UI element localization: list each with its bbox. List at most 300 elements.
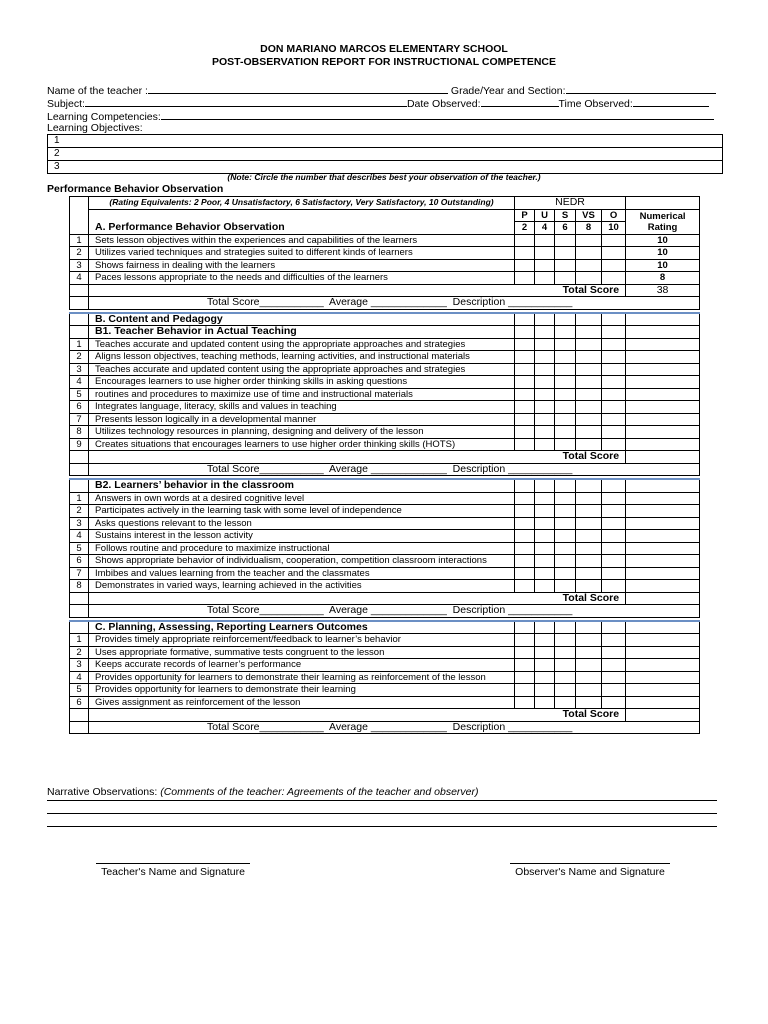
empty-cell: [555, 326, 576, 339]
item-number: 5: [70, 388, 89, 401]
numerical-rating: [626, 580, 700, 593]
rating-cell-u[interactable]: [535, 542, 555, 555]
item-number: 9: [70, 438, 89, 451]
total-score-field[interactable]: Total Score___________: [207, 296, 324, 309]
rating-cell-o[interactable]: [602, 580, 626, 593]
rating-cell-p[interactable]: [515, 247, 535, 260]
item-text: Encourages learners to use higher order thinking skills in asking questions: [89, 376, 515, 389]
rating-cell-p[interactable]: [515, 696, 535, 709]
rating-cell-o[interactable]: [602, 696, 626, 709]
empty-cell: [555, 313, 576, 326]
rating-cell-p[interactable]: [515, 338, 535, 351]
rating-cell-p[interactable]: [515, 259, 535, 272]
empty-cell: [626, 479, 700, 492]
item-number: 7: [70, 413, 89, 426]
rating-cell-s[interactable]: [555, 351, 576, 364]
item-text: Asks questions relevant to the lesson: [89, 517, 515, 530]
empty-cell: [602, 313, 626, 326]
rating-cell-u[interactable]: [535, 247, 555, 260]
rating-cell-vs[interactable]: [576, 530, 602, 543]
rating-cell-o[interactable]: [602, 555, 626, 568]
rating-cell-u[interactable]: [535, 684, 555, 697]
table-row: [70, 438, 700, 451]
subject-label: Subject:: [47, 98, 85, 110]
numerical-rating: [626, 634, 700, 647]
total-score-label: Total Score: [89, 592, 626, 605]
rating-cell-vs[interactable]: [576, 247, 602, 260]
rating-cell-s[interactable]: [555, 338, 576, 351]
rating-cell-o[interactable]: [602, 646, 626, 659]
rating-cell-u[interactable]: [535, 696, 555, 709]
rating-cell-vs[interactable]: [576, 659, 602, 672]
total-line: [89, 297, 700, 310]
empty-cell: [626, 621, 700, 634]
row-spacer: [70, 709, 89, 722]
rating-cell-s[interactable]: [555, 567, 576, 580]
total-score-row: [70, 451, 700, 464]
rating-cell-u[interactable]: [535, 413, 555, 426]
date-field[interactable]: [481, 96, 559, 107]
total-score-label: Total Score: [89, 284, 626, 297]
rating-cell-s[interactable]: [555, 580, 576, 593]
item-text: Uses appropriate formative, summative tests congruent to the lesson: [89, 646, 515, 659]
rating-cell-o[interactable]: [602, 363, 626, 376]
rating-cell-p[interactable]: [515, 517, 535, 530]
description-field[interactable]: Description ___________: [452, 721, 573, 733]
rating-cell-u[interactable]: [535, 401, 555, 414]
scale-letter-vs: VS: [576, 209, 602, 222]
time-label: Time Observed:: [558, 98, 633, 110]
numerical-rating: [626, 492, 700, 505]
rating-cell-s[interactable]: [555, 376, 576, 389]
rating-cell-vs[interactable]: [576, 338, 602, 351]
rating-cell-s[interactable]: [555, 247, 576, 260]
total-line: [89, 721, 700, 734]
item-number: 3: [70, 659, 89, 672]
rating-cell-o[interactable]: [602, 659, 626, 672]
item-text: Aligns lesson objectives, teaching methods, learning activities, and instructional materials: [89, 351, 515, 364]
rating-cell-o[interactable]: [602, 671, 626, 684]
section-row: [70, 313, 700, 326]
rating-cell-o[interactable]: [602, 634, 626, 647]
pbo-title: Performance Behavior Observation: [47, 183, 224, 195]
rating-cell-s[interactable]: [555, 401, 576, 414]
rating-cell-vs[interactable]: [576, 492, 602, 505]
empty-cell: [626, 313, 700, 326]
teacher-signature-line[interactable]: [96, 853, 250, 864]
rating-cell-s[interactable]: [555, 388, 576, 401]
numerical-rating: [626, 542, 700, 555]
rating-cell-s[interactable]: [555, 234, 576, 247]
item-number: 5: [70, 542, 89, 555]
instruction-note: (Note: Circle the number that describes best your observation of the teacher.): [227, 172, 541, 182]
item-number: 2: [70, 351, 89, 364]
rating-cell-s[interactable]: [555, 272, 576, 285]
numerical-rating: 10: [626, 259, 700, 272]
total-line-row: [70, 605, 700, 618]
total-score-value: [626, 451, 700, 464]
teacher-signature-label: Teacher's Name and Signature: [101, 866, 245, 878]
rating-cell-s[interactable]: [555, 542, 576, 555]
item-text: Keeps accurate records of learner’s performance: [89, 659, 515, 672]
competencies-field[interactable]: [161, 109, 714, 120]
objective-row[interactable]: 1: [48, 135, 722, 148]
empty-cell: [535, 313, 555, 326]
average-field[interactable]: Average _____________: [329, 604, 447, 617]
rating-cell-vs[interactable]: [576, 634, 602, 647]
rating-cell-p[interactable]: [515, 530, 535, 543]
item-text: Creates situations that encourages learners to use higher order thinking skills (HOTS): [89, 438, 515, 451]
rating-cell-s[interactable]: [555, 530, 576, 543]
rating-cell-s[interactable]: [555, 671, 576, 684]
rating-cell-vs[interactable]: [576, 413, 602, 426]
numerical-rating: [626, 684, 700, 697]
rating-cell-u[interactable]: [535, 234, 555, 247]
rating-cell-p[interactable]: [515, 542, 535, 555]
item-text: Utilizes technology resources in planning, designing and delivery of the lesson: [89, 426, 515, 439]
rating-cell-s[interactable]: [555, 684, 576, 697]
narrative-hint: (Comments of the teacher: Agreements of the teacher and observer): [160, 786, 479, 798]
rating-cell-p[interactable]: [515, 401, 535, 414]
numerical-rating: [626, 401, 700, 414]
rating-cell-vs[interactable]: [576, 259, 602, 272]
rating-cell-u[interactable]: [535, 671, 555, 684]
numerical-rating: [626, 567, 700, 580]
total-score-field[interactable]: Total Score___________: [207, 604, 324, 617]
item-text: Participates actively in the learning task with some level of independence: [89, 505, 515, 518]
empty-cell: [535, 621, 555, 634]
observation-table-body: [70, 197, 700, 734]
rating-cell-p[interactable]: [515, 426, 535, 439]
rating-cell-p[interactable]: [515, 492, 535, 505]
empty-cell: [555, 621, 576, 634]
item-number: 4: [70, 272, 89, 285]
rating-cell-u[interactable]: [535, 363, 555, 376]
description-field[interactable]: Description ___________: [452, 604, 573, 617]
date-label: Date Observed:: [406, 98, 481, 110]
rating-cell-u[interactable]: [535, 438, 555, 451]
row-spacer: [70, 451, 89, 464]
numerical-rating: [626, 388, 700, 401]
table-row: [70, 671, 700, 684]
rating-cell-u[interactable]: [535, 272, 555, 285]
numerical-rating: [626, 426, 700, 439]
table-row: [70, 530, 700, 543]
rating-cell-p[interactable]: [515, 505, 535, 518]
observer-signature-label: Observer's Name and Signature: [515, 866, 665, 878]
rating-cell-u[interactable]: [535, 351, 555, 364]
narrative-line[interactable]: [47, 826, 717, 827]
rating-cell-o[interactable]: [602, 505, 626, 518]
empty-cell: [535, 326, 555, 339]
row-spacer: [70, 284, 89, 297]
rating-cell-s[interactable]: [555, 426, 576, 439]
rating-cell-vs[interactable]: [576, 684, 602, 697]
total-score-label: Total Score: [89, 451, 626, 464]
objective-row[interactable]: 2: [48, 148, 722, 161]
rating-cell-o[interactable]: [602, 413, 626, 426]
description-field[interactable]: Description ___________: [452, 463, 573, 475]
rating-cell-o[interactable]: [602, 388, 626, 401]
rating-cell-vs[interactable]: [576, 555, 602, 568]
empty-cell: [576, 313, 602, 326]
rating-cell-vs[interactable]: [576, 567, 602, 580]
teacher-name-field[interactable]: [148, 83, 448, 94]
rating-cell-s[interactable]: [555, 696, 576, 709]
rating-cell-s[interactable]: [555, 413, 576, 426]
rating-cell-p[interactable]: [515, 272, 535, 285]
rating-cell-p[interactable]: [515, 671, 535, 684]
rating-cell-u[interactable]: [535, 517, 555, 530]
numerical-rating: [626, 659, 700, 672]
description-field[interactable]: Description ___________: [452, 296, 573, 309]
b2-title: B2. Learners’ behavior in the classroom: [89, 479, 515, 492]
average-field[interactable]: Average _____________: [329, 721, 447, 733]
item-text: Provides timely appropriate reinforcement/feedback to learner’s behavior: [89, 634, 515, 647]
subject-field[interactable]: [85, 96, 407, 107]
rating-equivalents: (Rating Equivalents: 2 Poor, 4 Unsatisfactory, 6 Satisfactory, Very Satisfactory, 10 Outstanding): [89, 197, 515, 210]
rating-cell-s[interactable]: [555, 634, 576, 647]
numerical-rating: [626, 530, 700, 543]
item-text: Sets lesson objectives within the experiences and capabilities of the learners: [89, 234, 515, 247]
rating-cell-u[interactable]: [535, 646, 555, 659]
total-score-label: Total Score: [89, 709, 626, 722]
rating-cell-o[interactable]: [602, 684, 626, 697]
rating-cell-vs[interactable]: [576, 426, 602, 439]
rating-cell-u[interactable]: [535, 338, 555, 351]
rating-cell-s[interactable]: [555, 505, 576, 518]
item-text: Presents lesson logically in a developmental manner: [89, 413, 515, 426]
empty-cell: [515, 326, 535, 339]
row-spacer: [70, 297, 89, 310]
rating-cell-vs[interactable]: [576, 363, 602, 376]
numerical-rating: [626, 351, 700, 364]
rating-cell-vs[interactable]: [576, 671, 602, 684]
rating-cell-vs[interactable]: [576, 580, 602, 593]
school-name: DON MARIANO MARCOS ELEMENTARY SCHOOL: [260, 43, 508, 55]
table-row: [70, 259, 700, 272]
rating-cell-p[interactable]: [515, 351, 535, 364]
numerical-rating: [626, 517, 700, 530]
numerical-rating: 10: [626, 247, 700, 260]
item-text: routines and procedures to maximize use of time and instructional materials: [89, 388, 515, 401]
observer-signature-line[interactable]: [510, 853, 670, 864]
observation-table: [69, 196, 700, 734]
total-score-field[interactable]: Total Score___________: [207, 463, 324, 475]
rating-cell-u[interactable]: [535, 376, 555, 389]
row-spacer: [70, 313, 89, 326]
section-row: [70, 621, 700, 634]
grade-section-field[interactable]: [566, 83, 716, 94]
nedr-header: NEDR: [515, 197, 626, 210]
rating-cell-u[interactable]: [535, 580, 555, 593]
rating-cell-p[interactable]: [515, 363, 535, 376]
numerical-rating: [626, 505, 700, 518]
item-number: 1: [70, 234, 89, 247]
rating-cell-vs[interactable]: [576, 696, 602, 709]
rating-cell-s[interactable]: [555, 555, 576, 568]
empty-cell: [515, 621, 535, 634]
rating-cell-p[interactable]: [515, 413, 535, 426]
scale-number-2: 2: [515, 222, 535, 235]
numerical-rating: [626, 376, 700, 389]
empty-cell: [576, 621, 602, 634]
table-row: [70, 401, 700, 414]
table-row: [70, 634, 700, 647]
rating-cell-o[interactable]: [602, 517, 626, 530]
numerical-rating: [626, 696, 700, 709]
numerical-rating: [626, 671, 700, 684]
section-c-title: C. Planning, Assessing, Reporting Learners Outcomes: [89, 621, 515, 634]
rating-cell-o[interactable]: [602, 338, 626, 351]
report-title: POST-OBSERVATION REPORT FOR INSTRUCTIONAL COMPETENCE: [212, 56, 556, 68]
rating-cell-vs[interactable]: [576, 401, 602, 414]
item-number: 3: [70, 363, 89, 376]
table-row: [70, 517, 700, 530]
rating-cell-vs[interactable]: [576, 542, 602, 555]
row-spacer: [70, 592, 89, 605]
empty-cell: [515, 313, 535, 326]
rating-cell-o[interactable]: [602, 567, 626, 580]
rating-cell-u[interactable]: [535, 388, 555, 401]
rating-cell-vs[interactable]: [576, 234, 602, 247]
observer-signature: [510, 853, 670, 878]
rating-cell-u[interactable]: [535, 659, 555, 672]
empty-cell: [602, 326, 626, 339]
total-score-field[interactable]: Total Score___________: [207, 721, 324, 733]
table-row: [70, 247, 700, 260]
section-b-title: B. Content and Pedagogy: [89, 313, 515, 326]
item-text: Shows fairness in dealing with the learners: [89, 259, 515, 272]
rating-cell-u[interactable]: [535, 505, 555, 518]
rating-cell-s[interactable]: [555, 646, 576, 659]
total-score-value: 38: [626, 284, 700, 297]
rating-cell-vs[interactable]: [576, 505, 602, 518]
rating-cell-s[interactable]: [555, 259, 576, 272]
rating-cell-u[interactable]: [535, 634, 555, 647]
narrative-line[interactable]: [47, 813, 717, 814]
rating-cell-o[interactable]: [602, 247, 626, 260]
rating-cell-vs[interactable]: [576, 272, 602, 285]
rating-cell-p[interactable]: [515, 438, 535, 451]
section-row: [70, 326, 700, 339]
rating-cell-s[interactable]: [555, 659, 576, 672]
rating-cell-u[interactable]: [535, 492, 555, 505]
rating-cell-o[interactable]: [602, 234, 626, 247]
average-field[interactable]: Average _____________: [329, 463, 447, 475]
rating-cell-o[interactable]: [602, 351, 626, 364]
item-text: Provides opportunity for learners to demonstrate their learning: [89, 684, 515, 697]
average-field[interactable]: Average _____________: [329, 296, 447, 309]
item-text: Provides opportunity for learners to demonstrate their learning as reinforcement of the lesson: [89, 671, 515, 684]
table-row: [70, 363, 700, 376]
item-number: 3: [70, 259, 89, 272]
rating-cell-o[interactable]: [602, 259, 626, 272]
table-row: [70, 388, 700, 401]
rating-cell-p[interactable]: [515, 567, 535, 580]
empty-cell: [602, 479, 626, 492]
item-text: Integrates language, literacy, skills and values in teaching: [89, 401, 515, 414]
numerical-rating: [626, 438, 700, 451]
table-row: [70, 338, 700, 351]
table-row: [70, 542, 700, 555]
rating-cell-o[interactable]: [602, 438, 626, 451]
rating-cell-p[interactable]: [515, 684, 535, 697]
rating-cell-o[interactable]: [602, 401, 626, 414]
numerical-rating: [626, 555, 700, 568]
row-spacer: [70, 326, 89, 339]
scale-number-10: 10: [602, 222, 626, 235]
rating-cell-vs[interactable]: [576, 351, 602, 364]
empty-cell: [535, 479, 555, 492]
rating-cell-o[interactable]: [602, 272, 626, 285]
rating-cell-s[interactable]: [555, 363, 576, 376]
rating-cell-u[interactable]: [535, 530, 555, 543]
numerical-rating: [626, 363, 700, 376]
row-spacer: [70, 721, 89, 734]
rating-cell-u[interactable]: [535, 426, 555, 439]
rating-cell-vs[interactable]: [576, 388, 602, 401]
rating-cell-vs[interactable]: [576, 376, 602, 389]
item-number: 7: [70, 567, 89, 580]
rating-cell-o[interactable]: [602, 492, 626, 505]
rating-cell-o[interactable]: [602, 530, 626, 543]
rating-cell-u[interactable]: [535, 555, 555, 568]
section-a-title: A. Performance Behavior Observation: [89, 222, 515, 235]
table-row: [70, 696, 700, 709]
rating-cell-s[interactable]: [555, 492, 576, 505]
total-line-row: [70, 463, 700, 476]
rating-cell-s[interactable]: [555, 517, 576, 530]
item-text: Shows appropriate behavior of individualism, cooperation, competition classroom interactions: [89, 555, 515, 568]
rating-cell-p[interactable]: [515, 376, 535, 389]
rating-cell-o[interactable]: [602, 426, 626, 439]
rating-cell-p[interactable]: [515, 555, 535, 568]
narrative-line[interactable]: [47, 800, 717, 801]
rating-cell-u[interactable]: [535, 567, 555, 580]
rating-cell-p[interactable]: [515, 659, 535, 672]
rating-cell-p[interactable]: [515, 388, 535, 401]
rating-cell-p[interactable]: [515, 234, 535, 247]
table-row: [70, 567, 700, 580]
table-row: [70, 413, 700, 426]
rating-cell-u[interactable]: [535, 259, 555, 272]
numerical-rating: 8: [626, 272, 700, 285]
rating-cell-vs[interactable]: [576, 646, 602, 659]
rating-cell-o[interactable]: [602, 542, 626, 555]
item-text: Teaches accurate and updated content using the appropriate approaches and strategies: [89, 363, 515, 376]
scale-letter-o: O: [602, 209, 626, 222]
objectives-label: Learning Objectives:: [47, 122, 143, 134]
time-field[interactable]: [633, 96, 709, 107]
rating-cell-p[interactable]: [515, 634, 535, 647]
rating-cell-s[interactable]: [555, 438, 576, 451]
item-number: 4: [70, 530, 89, 543]
total-score-value: [626, 592, 700, 605]
objective-row[interactable]: 3: [54, 161, 60, 172]
item-number: 8: [70, 426, 89, 439]
rating-cell-o[interactable]: [602, 376, 626, 389]
table-row: [70, 492, 700, 505]
empty-cell: [602, 621, 626, 634]
rating-cell-vs[interactable]: [576, 438, 602, 451]
rating-cell-p[interactable]: [515, 580, 535, 593]
numerical-rating: 10: [626, 234, 700, 247]
rating-cell-vs[interactable]: [576, 517, 602, 530]
item-number: 4: [70, 376, 89, 389]
item-text: Gives assignment as reinforcement of the lesson: [89, 696, 515, 709]
rating-cell-p[interactable]: [515, 646, 535, 659]
